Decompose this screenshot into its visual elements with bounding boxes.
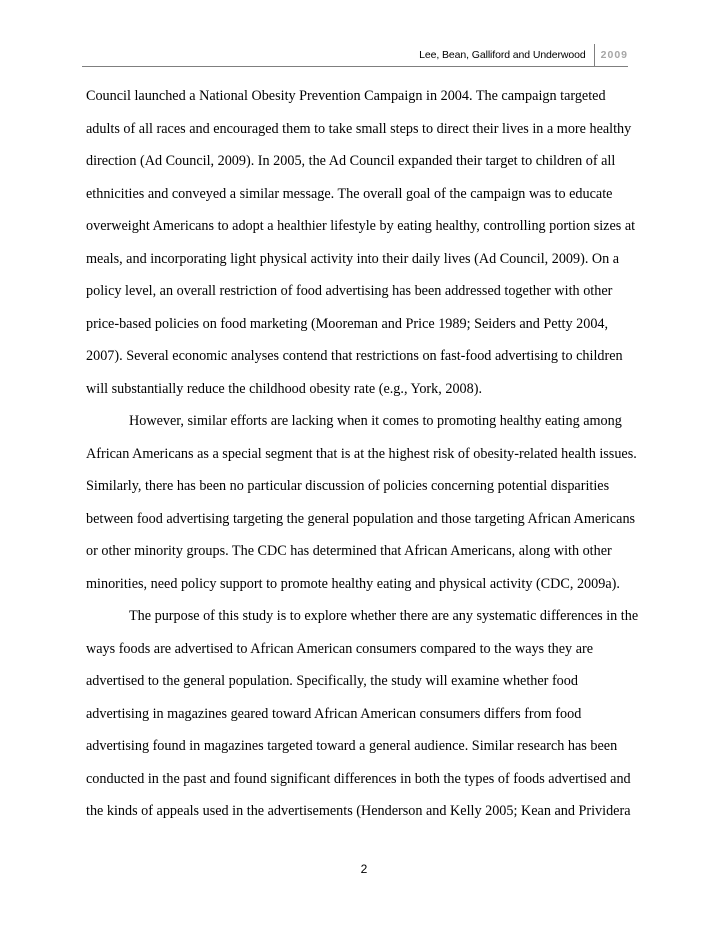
header-rule [82, 66, 628, 67]
text-line: Similarly, there has been no particular discussion of policies concerning potential disparities [86, 478, 610, 494]
text-line: direction (Ad Council, 2009). In 2005, the Ad Council expanded their target to children of all [86, 153, 616, 169]
text-line: ethnicities and conveyed a similar message. The overall goal of the campaign was to educate [86, 185, 613, 202]
text-line: adults of all races and encouraged them to take small steps to direct their lives in a more healthy [86, 120, 632, 137]
text-line: will substantially reduce the childhood obesity rate (e.g., York, 2008). [86, 380, 482, 397]
paragraph-first-line: The purpose of this study is to explore whether there are any systematic differences in the [129, 608, 639, 624]
text-line: policy level, an overall restriction of food advertising has been addressed together with other [86, 283, 613, 299]
text-line: advertised to the general population. Specifically, the study will examine whether food [86, 673, 578, 689]
text-line: ways foods are advertised to African American consumers compared to the ways they are [86, 640, 594, 657]
text-line: advertising in magazines geared toward African American consumers differs from food [86, 705, 582, 722]
text-line: conducted in the past and found significant differences in both the types of foods advertised and [86, 770, 631, 787]
text-line: African Americans as a special segment that is at the highest risk of obesity-related health issues. [86, 445, 637, 462]
text-line: the kinds of appeals used in the advertisements (Henderson and Kelly 2005; Kean and Prividera [86, 803, 631, 819]
text-line: price-based policies on food marketing (Mooreman and Price 1989; Seiders and Petty 2004, [86, 315, 609, 332]
text-line: 2007). Several economic analyses contend that restrictions on fast-food advertising to children [86, 348, 623, 364]
text-line: Council launched a National Obesity Prevention Campaign in 2004. The campaign targeted [86, 88, 606, 104]
paragraph-first-line: However, similar efforts are lacking when it comes to promoting healthy eating among [129, 413, 622, 429]
text-line: advertising found in magazines targeted toward a general audience. Similar research has been [86, 738, 618, 754]
text-line: between food advertising targeting the general population and those targeting African Americans [86, 510, 636, 527]
text-line: overweight Americans to adopt a healthier lifestyle by eating healthy, controlling portion sizes at [86, 218, 636, 234]
page-number: 2 [360, 862, 368, 876]
text-line: or other minority groups. The CDC has determined that African Americans, along with other [86, 543, 612, 559]
body-text [86, 80, 646, 828]
text-line: meals, and incorporating light physical activity into their daily lives (Ad Council, 2009). On a [86, 250, 620, 267]
text-line: minorities, need policy support to promote healthy eating and physical activity (CDC, 2009a). [86, 575, 620, 592]
running-header [419, 44, 628, 66]
header-year: 2009 [600, 49, 628, 61]
header-authors: Lee, Bean, Galliford and Underwood [419, 49, 586, 61]
